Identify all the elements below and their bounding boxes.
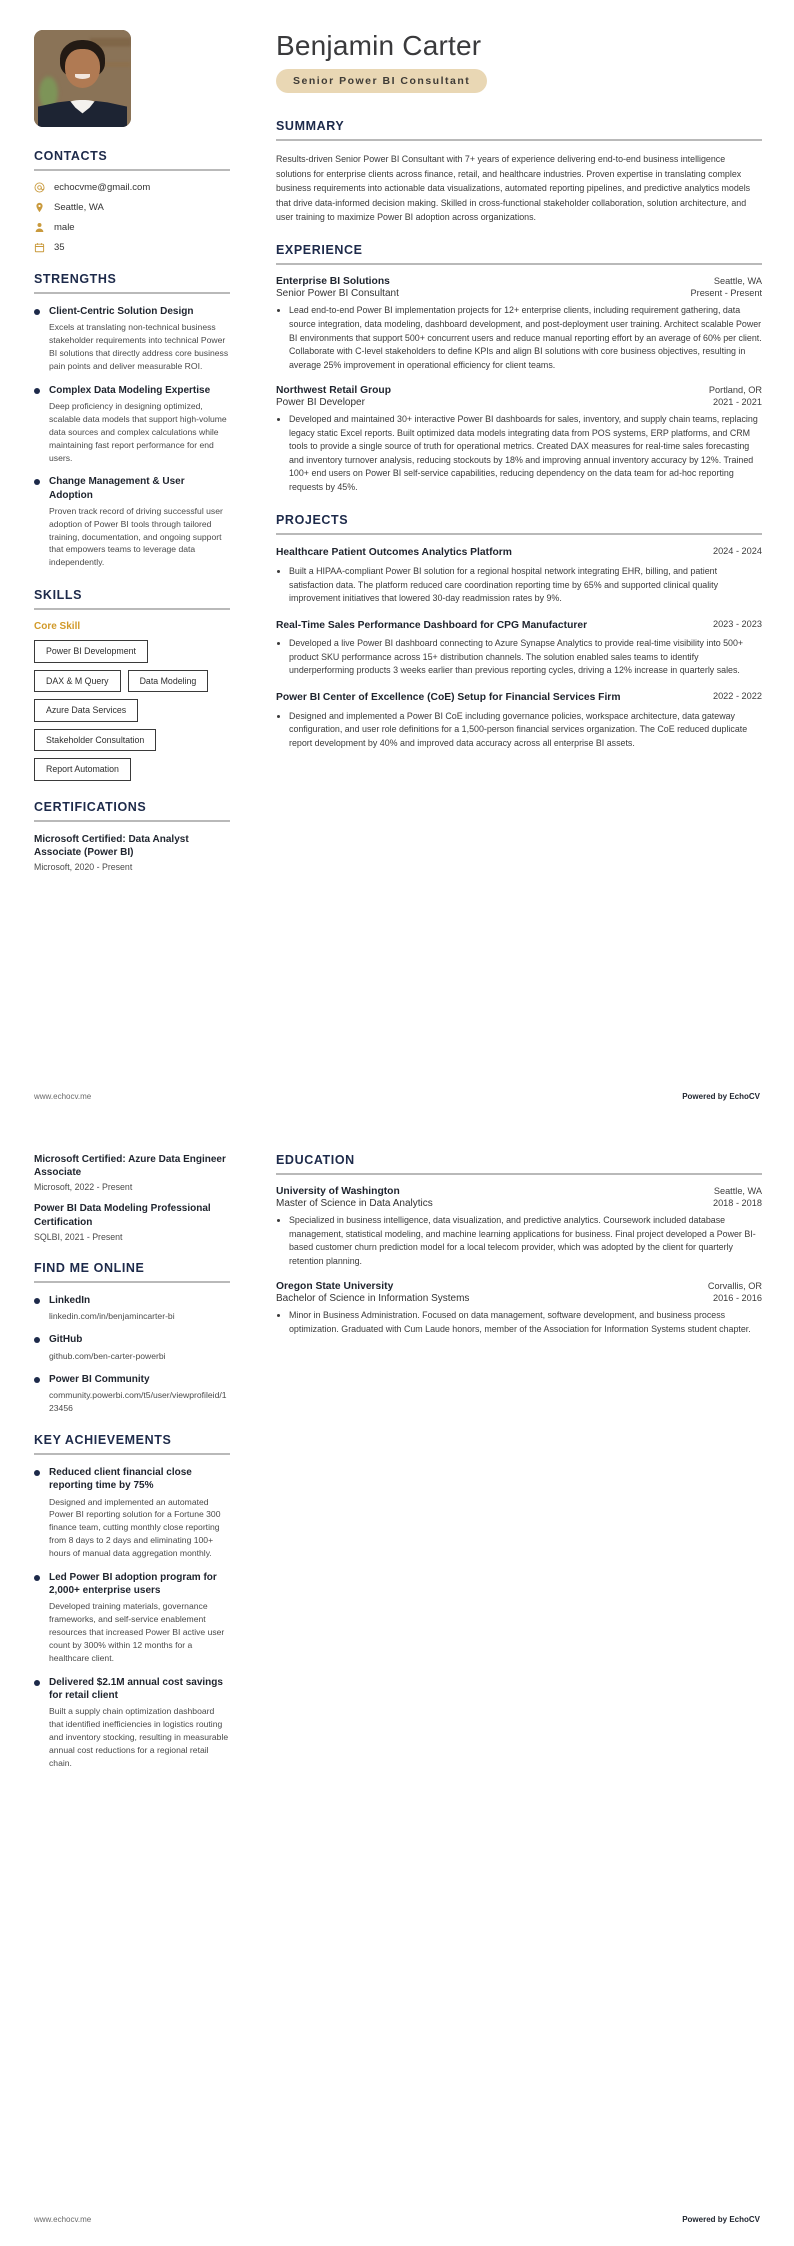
find-me-online-section bbox=[34, 1261, 230, 1414]
certifications-section bbox=[34, 800, 230, 872]
achievement-title: Led Power BI adoption program for 2,000+ enterprise users bbox=[49, 1571, 217, 1597]
strengths-heading: STRENGTHS bbox=[34, 272, 117, 286]
experience-dates: Present - Present bbox=[690, 288, 762, 299]
list-item: • Developed and maintained 30+ interactive Power BI dashboards for sales, inventory, and supply chain teams, replacing legacy static Excel reports. Built optimized data models integrating data from POS systems, ERP platforms, and CRM tools to provide a single source of truth for operational metrics. Created DAX measures for real-time sales forecasting and inventory turnover analysis, reducing stockouts by 18% and improving annual inventory accuracy by 12%. Trained 100+ end users on Power BI self-service capabilities, reducing dependency on the data team for ad-hoc reporting requests by 45%. bbox=[289, 413, 762, 494]
project-name: Real-Time Sales Performance Dashboard for CPG Manufacturer bbox=[276, 619, 588, 631]
main-column-continued bbox=[246, 1153, 762, 1355]
skill-chip: Report Automation bbox=[34, 758, 131, 781]
education-dates: 2018 - 2018 bbox=[712, 1198, 762, 1208]
list-item: • Designed and implemented a Power BI CoE including governance policies, workspace architecture, data gateway configuration, and user role definitions for a 1,500-person financial services organization. The CoE reduced duplicate report development by 40% and improved data accuracy across all enterprise BI assets. bbox=[289, 710, 762, 751]
strength-title: Client-Centric Solution Design bbox=[49, 306, 194, 317]
education-dates: 2016 - 2016 bbox=[712, 1293, 762, 1304]
bullet-dot-icon bbox=[34, 1298, 40, 1304]
achievement-description: Designed and implemented an automated Power BI reporting solution for a Fortune 300 finance team, cutting monthly close reporting from 8 days to 2 days and eliminating 100+ hours of manual data aggregation monthly. bbox=[49, 1496, 221, 1559]
bullet-dot-icon bbox=[34, 1470, 40, 1476]
education-bullets bbox=[276, 1214, 762, 1268]
certification-item bbox=[34, 833, 230, 872]
certification-item bbox=[34, 1153, 230, 1192]
bullet-dot-icon bbox=[34, 1680, 40, 1686]
skills-heading: SKILLS bbox=[34, 588, 83, 603]
strength-description: Deep proficiency in designing optimized, scalable data models that support high-volume data sources and complex calculations while maintaining fast report performance for end users. bbox=[49, 400, 227, 463]
list-item: • Built a HIPAA-compliant Power BI solution for a regional hospital network integrating EHR, billing, and patient satisfaction data. The platform reduced care coordination reporting time by 65% and supported clinical quality improvement initiatives that lowered 30-day readmission rates by 9%. bbox=[289, 565, 762, 606]
project-name: Healthcare Patient Outcomes Analytics Platform bbox=[276, 547, 512, 559]
certification-name: Microsoft Certified: Azure Data Engineer Associate bbox=[34, 1154, 226, 1179]
certifications-continued bbox=[34, 1153, 230, 1242]
footer-website: www.echocv.me bbox=[34, 1092, 92, 1101]
list-item[interactable] bbox=[34, 1333, 230, 1362]
page-footer bbox=[34, 1092, 760, 1101]
achievement-description: Developed training materials, governance frameworks, and self-service enablement resources that increased Power BI active user count by 300% within 12 months for a healthcare client. bbox=[49, 1601, 225, 1663]
experience-org: Northwest Retail Group bbox=[276, 385, 391, 397]
experience-bullets bbox=[276, 413, 762, 494]
bullet-dot-icon bbox=[34, 479, 40, 485]
certification-meta: Microsoft, 2022 - Present bbox=[34, 1182, 133, 1193]
skill-chip: Stakeholder Consultation bbox=[34, 729, 156, 752]
section-divider bbox=[34, 292, 230, 294]
experience-section bbox=[276, 243, 762, 494]
contact-location bbox=[34, 202, 230, 213]
skill-chip-list bbox=[34, 640, 230, 781]
project-bullets bbox=[276, 565, 762, 606]
skill-chip: Azure Data Services bbox=[34, 699, 138, 722]
footer-powered-by: Powered by EchoCV bbox=[682, 2215, 760, 2224]
section-divider bbox=[276, 533, 762, 535]
experience-heading: EXPERIENCE bbox=[276, 243, 363, 258]
contact-gender-value: male bbox=[54, 222, 75, 233]
education-degree: Bachelor of Science in Information Systems bbox=[276, 1293, 470, 1305]
page-sheet-2 bbox=[0, 1123, 794, 2246]
section-divider bbox=[34, 608, 230, 610]
project-entry bbox=[276, 546, 762, 605]
location-pin-icon bbox=[34, 202, 45, 213]
find-me-online-heading: FIND ME ONLINE bbox=[34, 1260, 145, 1275]
summary-heading: SUMMARY bbox=[276, 119, 345, 134]
main-column bbox=[246, 30, 762, 769]
online-profile-url[interactable]: github.com/ben-carter-powerbi bbox=[49, 1350, 166, 1361]
section-divider bbox=[34, 1281, 230, 1283]
achievement-description: Built a supply chain optimization dashboard that identified inefficiencies in logistics routing and inventory stocking, resulting in measurable annual cost reductions for a regional retail chain. bbox=[49, 1706, 229, 1768]
key-achievements-heading: KEY ACHIEVEMENTS bbox=[34, 1433, 172, 1448]
experience-place: Portland, OR bbox=[708, 385, 762, 396]
email-icon bbox=[34, 182, 45, 193]
strength-title: Complex Data Modeling Expertise bbox=[49, 384, 211, 396]
sidebar-column-continued bbox=[34, 1153, 246, 1789]
section-divider bbox=[34, 1453, 230, 1455]
bullet-dot-icon bbox=[34, 1337, 40, 1343]
skills-group-label: Core Skill bbox=[34, 621, 81, 633]
section-divider bbox=[276, 1173, 762, 1175]
projects-heading: PROJECTS bbox=[276, 513, 349, 528]
sidebar-column bbox=[34, 30, 246, 891]
strength-title: Change Management & User Adoption bbox=[49, 476, 185, 501]
skills-section bbox=[34, 588, 230, 781]
education-org: University of Washington bbox=[276, 1186, 400, 1197]
projects-section bbox=[276, 513, 762, 750]
list-item bbox=[34, 305, 230, 373]
strength-description: Proven track record of driving successful user adoption of Power BI tools through tailored training, documentation, and ongoing support that empowers teams to leverage data independently. bbox=[49, 505, 223, 568]
experience-org: Enterprise BI Solutions bbox=[276, 276, 390, 288]
education-entry bbox=[276, 1186, 762, 1268]
candidate-name: Benjamin Carter bbox=[276, 30, 482, 61]
contact-age-value: 35 bbox=[54, 242, 65, 253]
certification-name: Microsoft Certified: Data Analyst Associate (Power BI) bbox=[34, 833, 189, 859]
certification-meta: Microsoft, 2020 - Present bbox=[34, 862, 133, 873]
footer-powered-by: Powered by EchoCV bbox=[682, 1092, 760, 1101]
certifications-heading: CERTIFICATIONS bbox=[34, 799, 147, 814]
contact-location-value: Seattle, WA bbox=[54, 202, 104, 213]
contact-email[interactable] bbox=[34, 182, 230, 193]
contacts-section bbox=[34, 149, 230, 253]
summary-text: Results-driven Senior Power BI Consultant with 7+ years of experience delivering end-to-end business intelligence solutions for enterprise clients across finance, retail, and healthcare industries. Proven expertise in translating complex business requirements into actionable data visualizations, automated reporting pipelines, and predictive analytics models that drive data-informed decision making. Skilled in cross-functional stakeholder collaboration, solution architecture, and user training to maximize Power BI adoption across organizations. bbox=[276, 154, 751, 223]
list-item[interactable] bbox=[34, 1373, 230, 1414]
bullet-dot-icon bbox=[34, 309, 40, 315]
project-name: Power BI Center of Excellence (CoE) Setup for Financial Services Firm bbox=[276, 691, 621, 703]
skill-chip: DAX & M Query bbox=[34, 670, 121, 693]
strength-description: Excels at translating non-technical business stakeholder requirements into technical Power BI solutions that directly address core business pain points and deliver measurable ROI. bbox=[49, 322, 229, 371]
contact-gender bbox=[34, 222, 230, 233]
project-dates: 2022 - 2022 bbox=[712, 690, 762, 701]
calendar-icon bbox=[34, 242, 45, 253]
project-entry bbox=[276, 691, 762, 750]
experience-bullets bbox=[276, 304, 762, 372]
experience-entry bbox=[276, 385, 762, 494]
footer-website: www.echocv.me bbox=[34, 2215, 92, 2224]
experience-role: Senior Power BI Consultant bbox=[276, 288, 399, 300]
section-divider bbox=[276, 139, 762, 141]
bullet-dot-icon bbox=[34, 1575, 40, 1581]
project-bullets bbox=[276, 637, 762, 678]
section-divider bbox=[34, 169, 230, 171]
education-org: Oregon State University bbox=[276, 1281, 394, 1293]
person-icon bbox=[34, 222, 45, 233]
skill-chip: Power BI Development bbox=[34, 640, 148, 663]
project-dates: 2024 - 2024 bbox=[712, 546, 762, 557]
education-section bbox=[276, 1153, 762, 1336]
certification-item bbox=[34, 1202, 230, 1241]
bullet-dot-icon bbox=[34, 1377, 40, 1383]
education-place: Seattle, WA bbox=[713, 1186, 762, 1196]
online-profile-title: GitHub bbox=[49, 1334, 83, 1346]
project-bullets bbox=[276, 710, 762, 751]
avatar bbox=[34, 30, 131, 127]
section-divider bbox=[34, 820, 230, 822]
achievement-title: Delivered $2.1M annual cost savings for retail client bbox=[49, 1676, 223, 1701]
list-item bbox=[34, 1466, 230, 1560]
page-title bbox=[276, 30, 762, 93]
online-profile-title: Power BI Community bbox=[49, 1374, 150, 1386]
education-degree: Master of Science in Data Analytics bbox=[276, 1198, 433, 1209]
list-item: • Minor in Business Administration. Focused on data management, software development, and business process optimization. Graduated with Cum Laude honors, member of the Association for Information Systems student chapter. bbox=[289, 1309, 762, 1336]
job-title-badge: Senior Power BI Consultant bbox=[276, 69, 487, 93]
page-footer bbox=[34, 2215, 760, 2224]
certification-meta: SQLBI, 2021 - Present bbox=[34, 1231, 123, 1242]
online-profile-url[interactable]: linkedin.com/in/benjamincarter-bi bbox=[49, 1310, 175, 1321]
list-item[interactable] bbox=[34, 1294, 230, 1323]
list-item bbox=[34, 1571, 230, 1665]
list-item: • Specialized in business intelligence, data visualization, and predictive analytics. Coursework included database management, statistical modeling, and machine learning applications for business. Final project developed a Power BI-based customer churn prediction model for a local telecom provider, which was adopted by the client for quarterly retention planning. bbox=[289, 1214, 762, 1268]
key-achievements-section bbox=[34, 1433, 230, 1769]
section-divider bbox=[276, 263, 762, 265]
achievement-title: Reduced client financial close reporting time by 75% bbox=[49, 1467, 192, 1492]
list-item bbox=[34, 384, 230, 465]
skill-chip: Data Modeling bbox=[128, 670, 209, 693]
experience-entry bbox=[276, 276, 762, 372]
experience-role: Power BI Developer bbox=[276, 397, 365, 409]
list-item: • Developed a live Power BI dashboard connecting to Azure Synapse Analytics to provide real-time visibility into 500+ product SKU performance across 15+ distribution channels. The solution enabled sales teams to identify underperforming products 3 weeks earlier than previous reporting cycles, driving a 12% increase in quarterly sales. bbox=[289, 637, 762, 678]
project-entry bbox=[276, 619, 762, 678]
contact-age bbox=[34, 242, 230, 253]
summary-section bbox=[276, 119, 762, 224]
contact-email-value: echocvme@gmail.com bbox=[54, 182, 151, 193]
list-item bbox=[34, 1676, 230, 1770]
strengths-section bbox=[34, 272, 230, 569]
education-heading: EDUCATION bbox=[276, 1153, 355, 1167]
list-item: • Lead end-to-end Power BI implementation projects for 12+ enterprise clients, including requirement gathering, data source integration, data modeling, dashboard development, and post-deployment user training. Architect scalable Power BI environments that support 500+ concurrent users and reduce manual reporting effort by an average of 60% per client. Collaborate with C-level stakeholders to define KPIs and align BI solutions with core business objectives, resulting in average 25% improvement in operational efficiency for client teams. bbox=[289, 304, 762, 372]
project-dates: 2023 - 2023 bbox=[712, 618, 762, 629]
experience-dates: 2021 - 2021 bbox=[712, 397, 762, 408]
certification-name: Power BI Data Modeling Professional Certification bbox=[34, 1203, 211, 1228]
bullet-dot-icon bbox=[34, 388, 40, 394]
online-profile-url[interactable]: community.powerbi.com/t5/user/viewprofileid/123456 bbox=[49, 1390, 227, 1413]
online-profile-title: LinkedIn bbox=[49, 1294, 91, 1306]
education-entry bbox=[276, 1281, 762, 1336]
list-item bbox=[34, 475, 230, 569]
education-place: Corvallis, OR bbox=[707, 1281, 762, 1292]
education-bullets bbox=[276, 1309, 762, 1336]
contacts-heading: CONTACTS bbox=[34, 149, 108, 163]
experience-place: Seattle, WA bbox=[713, 276, 762, 287]
